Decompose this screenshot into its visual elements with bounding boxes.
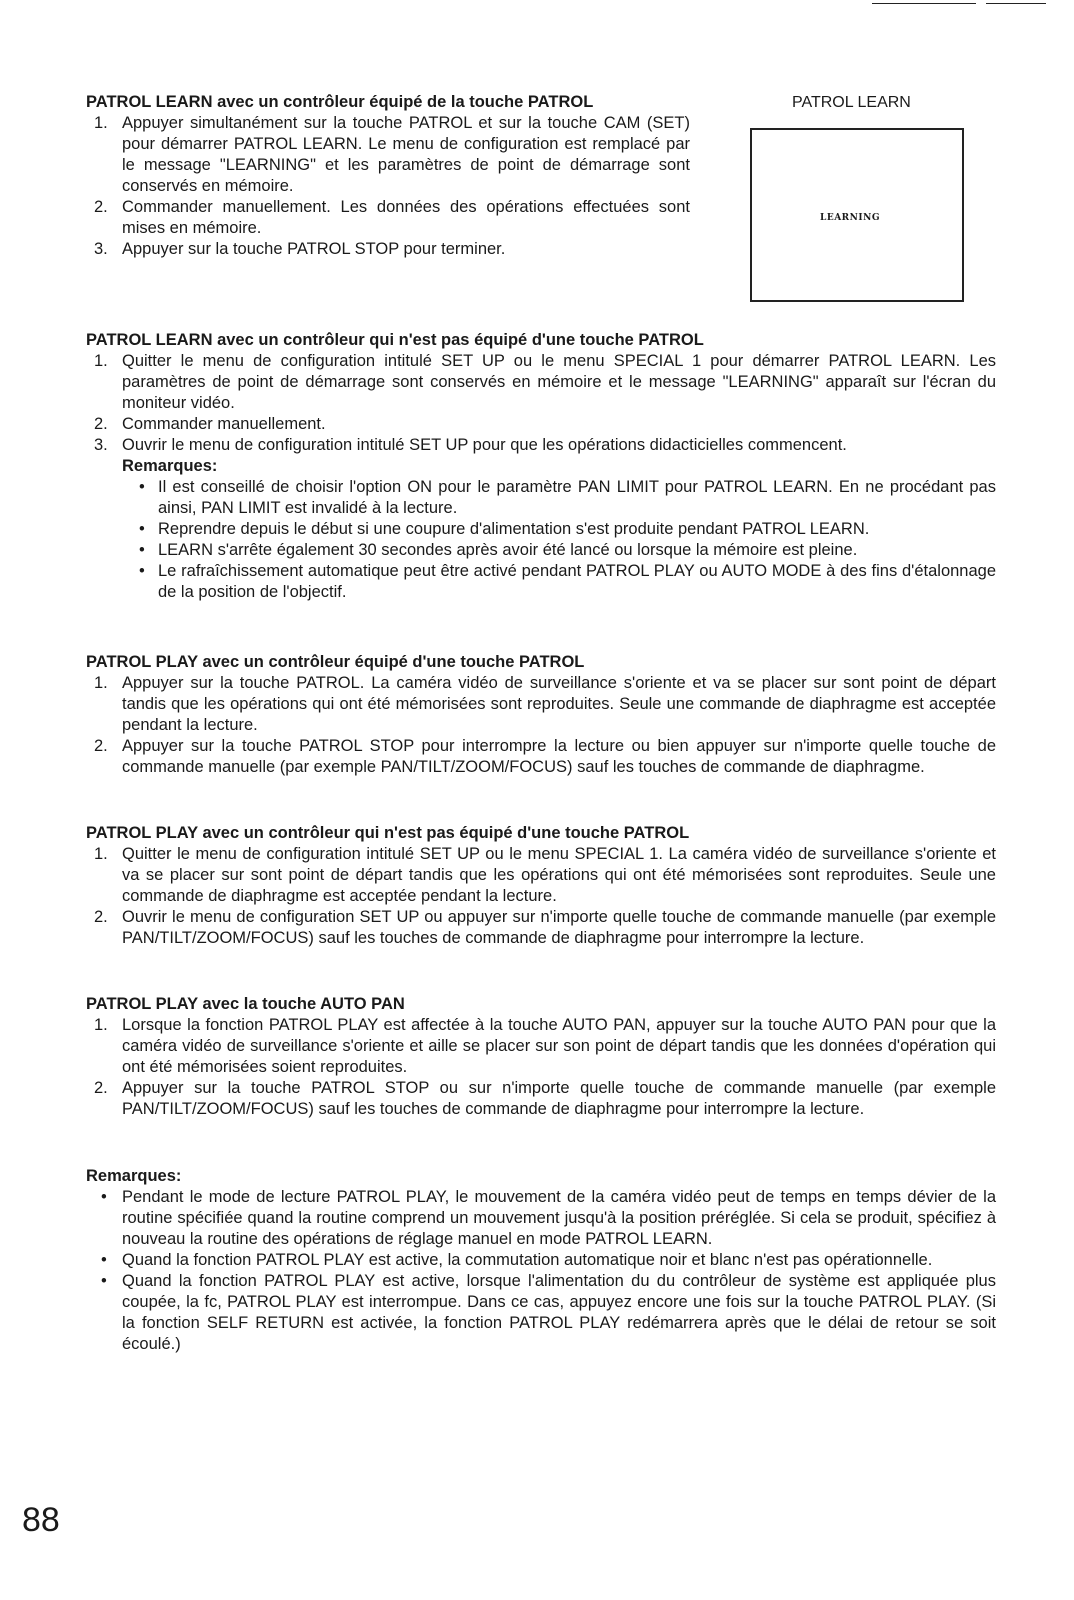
top-rule-left: [872, 3, 976, 4]
step-text: Appuyer sur la touche PATROL. La caméra vidéo de surveillance s'oriente et va se placer sur sont point de départ tandis que les opérations qui ont été mémorisées sont reproduites. Seule une commande de diaphragme est acceptée pendant la lecture.: [122, 674, 996, 734]
monitor-screen-text: LEARNING: [820, 213, 880, 223]
step-number: 2.: [94, 1079, 108, 1097]
section-heading: PATROL LEARN avec un contrôleur qui n'est pas équipé d'une touche PATROL: [86, 331, 704, 349]
step-list: [86, 1015, 996, 1120]
top-rule-right: [986, 3, 1046, 4]
step-item: [86, 844, 996, 907]
section-learn-without-patrol-key: [86, 330, 996, 603]
step-text: Quitter le menu de configuration intitulé SET UP ou le menu SPECIAL 1. La caméra vidéo de surveillance s'oriente et va se placer sur sont point de départ tandis que les opérations qui ont été mémorisées sont reproduites. Seule une commande de diaphragme est acceptée pendant la lecture.: [122, 845, 996, 905]
step-text: Appuyer sur la touche PATROL STOP pour terminer.: [122, 240, 506, 258]
remark-item: • Pendant le mode de lecture PATROL PLAY, le mouvement de la caméra vidéo peut de temps en temps dévier de la routine spécifiée quand la routine comprend un mouvement jusqu'à la position préréglée. Si cela se produit, spécifiez à nouveau la routine des opérations de réglage manuel en mode PATROL LEARN.: [86, 1187, 996, 1250]
step-item: [86, 1015, 996, 1078]
section-play-with-patrol-key: [86, 652, 996, 778]
step-text: Ouvrir le menu de configuration SET UP ou appuyer sur n'importe quelle touche de commande manuelle (par exemple PAN/TILT/ZOOM/FOCUS) sauf les touches de commande de diaphragme pour interrompre la lecture.: [122, 908, 996, 947]
section-heading: PATROL PLAY avec un contrôleur équipé d'une touche PATROL: [86, 653, 585, 671]
section-play-without-patrol-key: [86, 823, 996, 949]
section-final-remarks: [86, 1166, 996, 1355]
step-text: Appuyer simultanément sur la touche PATROL et sur la touche CAM (SET) pour démarrer PATROL LEARN. Le menu de configuration est remplacé par le message "LEARNING" et les paramètres de point de démarrage sont conservés en mémoire.: [122, 114, 690, 195]
section-learn-with-patrol-key: [86, 92, 690, 260]
step-number: 2.: [94, 198, 108, 216]
step-number: 2.: [94, 415, 108, 433]
step-item: [86, 351, 996, 414]
step-item: [86, 435, 996, 456]
step-item: [86, 414, 996, 435]
step-list: [86, 351, 996, 456]
step-number: 3.: [94, 240, 108, 258]
page-number: 88: [22, 1501, 60, 1539]
section-play-auto-pan: [86, 994, 996, 1120]
remark-item: • Reprendre depuis le début si une coupure d'alimentation s'est produite pendant PATROL LEARN.: [86, 519, 996, 540]
section-heading: PATROL PLAY avec la touche AUTO PAN: [86, 995, 405, 1013]
remark-item: • Le rafraîchissement automatique peut être activé pendant PATROL PLAY ou AUTO MODE à des fins d'étalonnage de la position de l'objectif.: [86, 561, 996, 603]
step-item: [86, 197, 690, 239]
remarks-list: [86, 1187, 996, 1355]
section-heading: PATROL PLAY avec un contrôleur qui n'est pas équipé d'une touche PATROL: [86, 824, 690, 842]
step-item: [86, 113, 690, 197]
step-item: [86, 907, 996, 949]
step-list: [86, 673, 996, 778]
step-text: Appuyer sur la touche PATROL STOP ou sur n'importe quelle touche de commande manuelle (par exemple PAN/TILT/ZOOM/FOCUS) sauf les touches de commande de diaphragme pour interrompre la lecture.: [122, 1079, 996, 1118]
step-number: 3.: [94, 436, 108, 454]
step-item: [86, 1078, 996, 1120]
step-text: Quitter le menu de configuration intitulé SET UP ou le menu SPECIAL 1 pour démarrer PATROL LEARN. Les paramètres de point de démarrage sont conservés en mémoire et le message "LEARNING" apparaît sur l'écran du moniteur vidéo.: [122, 352, 996, 412]
step-text: Ouvrir le menu de configuration intitulé SET UP pour que les opérations didacticielles commencent.: [122, 436, 847, 454]
step-list: [86, 113, 690, 260]
step-number: 1.: [94, 1016, 108, 1034]
remark-item: • Il est conseillé de choisir l'option ON pour le paramètre PAN LIMIT pour PATROL LEARN. En ne procédant pas ainsi, PAN LIMIT est invalidé à la lecture.: [86, 477, 996, 519]
remark-item: • Quand la fonction PATROL PLAY est active, lorsque l'alimentation du du contrôleur de système est appliquée plus coupée, la fc, PATROL PLAY est interrompue. Dans ce cas, appuyez encore une fois sur la touche PATROL PLAY. (Si la fonction SELF RETURN est activée, la fonction PATROL PLAY redémarrera après que le délai de retour se soit écoulé.): [86, 1271, 996, 1355]
remark-item: • Quand la fonction PATROL PLAY est active, la commutation automatique noir et blanc n'est pas opérationnelle.: [86, 1250, 996, 1271]
step-number: 2.: [94, 737, 108, 755]
step-item: [86, 239, 690, 260]
step-text: Commander manuellement.: [122, 415, 326, 433]
step-item: [86, 736, 996, 778]
step-number: 2.: [94, 908, 108, 926]
remark-item: • LEARN s'arrête également 30 secondes après avoir été lancé ou lorsque la mémoire est pleine.: [86, 540, 996, 561]
step-text: Appuyer sur la touche PATROL STOP pour interrompre la lecture ou bien appuyer sur n'importe quelle touche de commande manuelle (par exemple PAN/TILT/ZOOM/FOCUS) sauf les touches de commande de diaphragme.: [122, 737, 996, 776]
step-number: 1.: [94, 674, 108, 692]
remarks-heading: Remarques:: [86, 1167, 182, 1185]
monitor-screen-illustration: [750, 128, 964, 302]
step-text: Lorsque la fonction PATROL PLAY est affectée à la touche AUTO PAN, appuyer sur la touche AUTO PAN pour que la caméra vidéo de surveillance s'oriente et aille se placer sur son point de départ tandis que les données d'opération qui ont été mémorisées soient reproduites.: [122, 1016, 996, 1076]
step-number: 1.: [94, 352, 108, 370]
step-item: [86, 673, 996, 736]
step-number: 1.: [94, 845, 108, 863]
step-number: 1.: [94, 114, 108, 132]
monitor-caption: PATROL LEARN: [792, 94, 911, 111]
section-heading: PATROL LEARN avec un contrôleur équipé de la touche PATROL: [86, 93, 594, 111]
step-list: [86, 844, 996, 949]
remarks-heading: Remarques:: [122, 457, 218, 475]
remarks-list: [86, 477, 996, 603]
step-text: Commander manuellement. Les données des opérations effectuées sont mises en mémoire.: [122, 198, 690, 237]
